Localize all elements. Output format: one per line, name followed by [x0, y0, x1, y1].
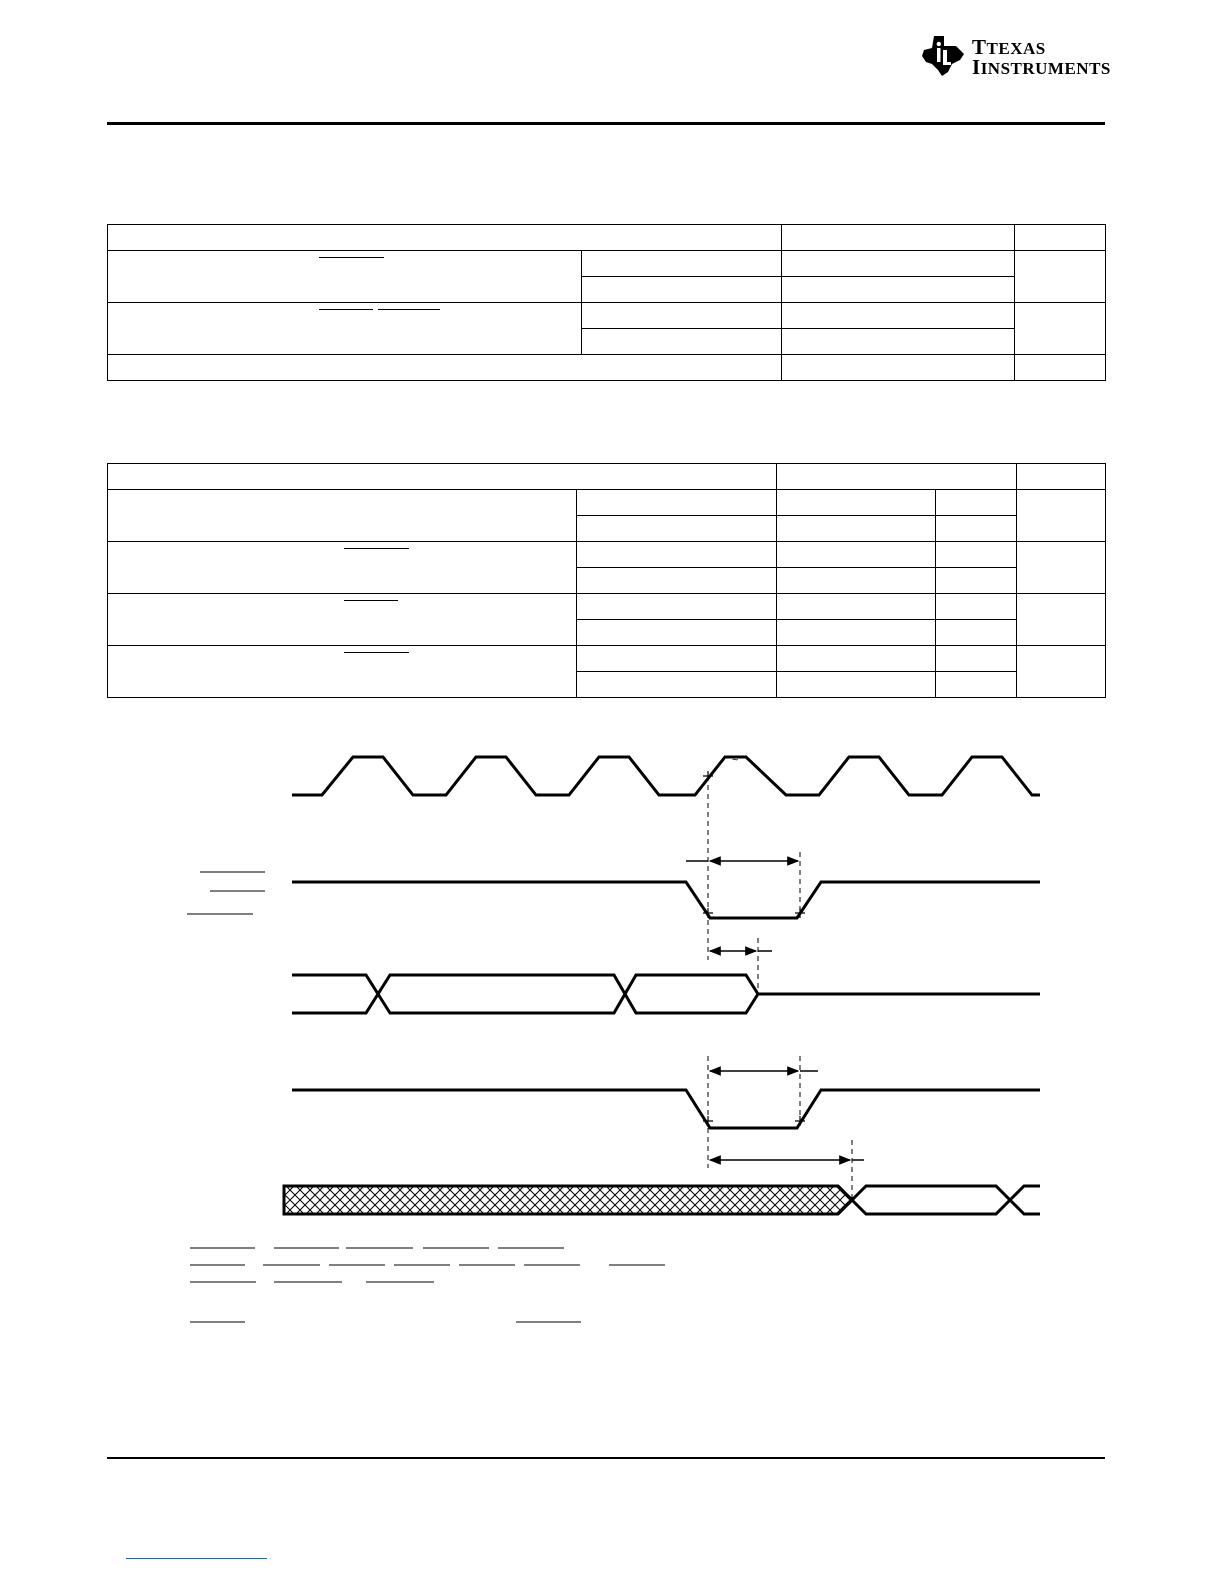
timing-arrows — [686, 861, 864, 1160]
note-overlines — [190, 1248, 665, 1322]
clock-waveform — [292, 757, 1040, 795]
ti-wordmark-line1: TTEXAS — [972, 35, 1046, 59]
transition-crosses — [703, 771, 805, 1126]
footer-link[interactable] — [126, 1558, 267, 1559]
strobe-1-waveform — [292, 882, 1040, 918]
ti-wordmark-line2: IINSTRUMENTS — [972, 55, 1111, 79]
signal-label-overlines — [187, 872, 265, 914]
data-hatched-region — [284, 1186, 852, 1214]
strobe-2-waveform — [292, 1090, 1040, 1128]
bus-1-waveform — [292, 975, 1040, 1013]
reference-lines — [708, 776, 852, 1200]
footer-rule — [107, 1457, 1105, 1459]
data-waveform — [838, 1186, 1040, 1214]
clock-break-marker: ≈ — [732, 753, 739, 765]
